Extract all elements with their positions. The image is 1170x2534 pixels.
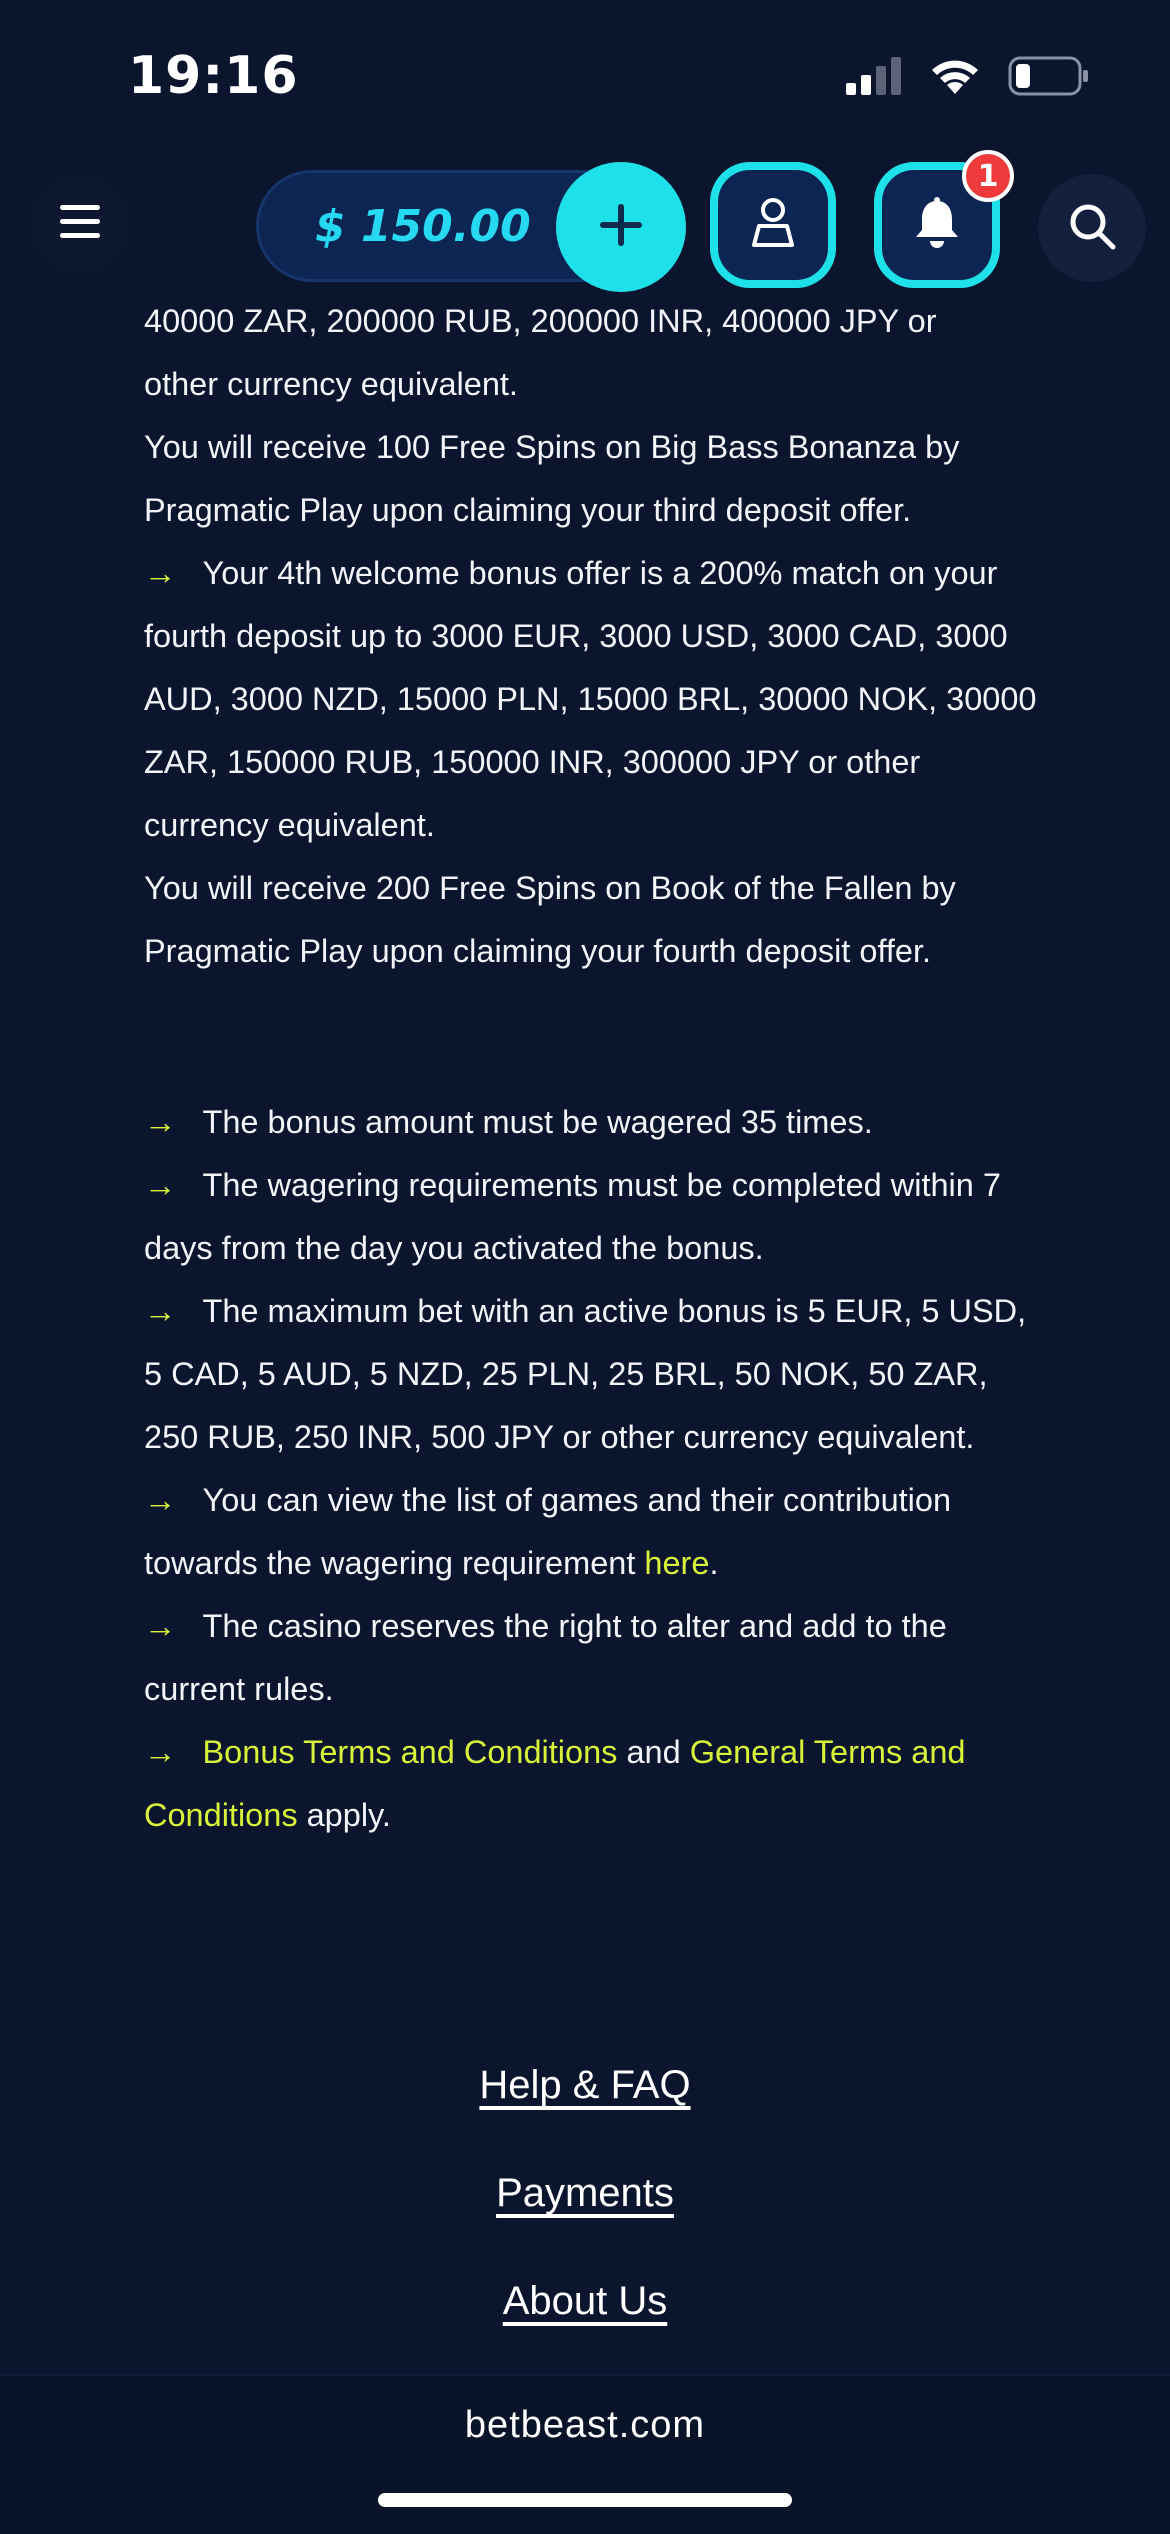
wifi-icon: [928, 56, 982, 101]
offer-3-currencies-line: 40000 ZAR, 200000 RUB, 200000 INR, 400000 JPY or: [144, 303, 937, 339]
bell-icon: [913, 197, 961, 254]
status-time: 19:16: [128, 46, 299, 106]
offer-4-text: Your 4th welcome bonus offer is a 200% match on your fourth deposit up to 3000 EUR, 3000 USD, 3000 CAD, 3000 AUD, 3000 NZD, 15000 PLN, 15000 BRL, 30000 NOK, 30000 ZAR, 150000 RUB, 150000 INR, 300000 JPY or other currency equivalent.: [144, 555, 1037, 843]
section-spacer: [144, 983, 1044, 1091]
notification-badge: 1: [962, 150, 1014, 202]
rule-bullet: [144, 1091, 1044, 1154]
arrow-icon: →: [144, 1482, 177, 1518]
bonus-terms-content: [144, 290, 1044, 1847]
plus-icon: [600, 204, 642, 251]
profile-button[interactable]: [710, 162, 836, 288]
site-name: betbeast.com: [464, 2404, 706, 2446]
games-contribution-link[interactable]: here: [644, 1545, 710, 1581]
arrow-icon: →: [144, 1608, 177, 1644]
rule-text: The casino reserves the right to alter and add to the current rules.: [144, 1608, 947, 1707]
app-header: [0, 150, 1170, 300]
rule-text-end: apply.: [297, 1797, 391, 1833]
status-bar: [0, 0, 1170, 150]
help-faq-link[interactable]: Help & FAQ: [479, 2063, 691, 2107]
arrow-icon: →: [144, 1293, 177, 1329]
rule-bullet: [144, 1721, 1044, 1847]
battery-icon: [1008, 56, 1090, 101]
deposit-button[interactable]: [556, 162, 686, 292]
rule-bullet: [144, 1469, 1044, 1595]
rule-text-end: .: [709, 1545, 719, 1581]
about-us-link[interactable]: About Us: [502, 2279, 668, 2323]
status-icons: [846, 56, 1090, 101]
footer-bottom-bar: [0, 2374, 1170, 2534]
general-terms-link[interactable]: General Terms and Conditions: [144, 1734, 966, 1833]
rule-bullet: [144, 1595, 1044, 1721]
offer-3-free-spins: You will receive 100 Free Spins on Big Bass Bonanza by Pragmatic Play upon claiming your third deposit offer.: [144, 429, 960, 528]
offer-4-bullet: [144, 542, 1044, 857]
arrow-icon: →: [144, 1104, 177, 1140]
balance-amount: $ 150.00: [315, 201, 531, 252]
arrow-icon: →: [144, 555, 177, 591]
rule-text: The bonus amount must be wagered 35 times.: [202, 1104, 873, 1140]
cellular-signal-icon: [846, 57, 902, 100]
home-indicator[interactable]: [378, 2493, 792, 2507]
hamburger-icon: [60, 205, 100, 244]
arrow-icon: →: [144, 1167, 177, 1203]
bonus-terms-link[interactable]: Bonus Terms and Conditions: [202, 1734, 618, 1770]
rule-text: and: [617, 1734, 690, 1770]
rule-bullet: [144, 1280, 1044, 1469]
rule-bullet: [144, 1154, 1044, 1280]
offer-4-free-spins: You will receive 200 Free Spins on Book of the Fallen by Pragmatic Play upon claiming your fourth deposit offer.: [144, 870, 956, 969]
footer-links: [0, 2055, 1170, 2379]
arrow-icon: →: [144, 1734, 177, 1770]
rule-text: You can view the list of games and their contribution towards the wagering requirement: [144, 1482, 952, 1581]
search-icon: [1067, 201, 1117, 256]
rule-text: The maximum bet with an active bonus is 5 EUR, 5 USD, 5 CAD, 5 AUD, 5 NZD, 25 PLN, 25 BRL, 50 NOK, 50 ZAR, 250 RUB, 250 INR, 500 JPY or other currency equivalent.: [144, 1293, 1027, 1455]
menu-button[interactable]: [30, 174, 130, 274]
payments-link[interactable]: Payments: [496, 2171, 674, 2215]
user-icon: [751, 198, 795, 253]
offer-3-currencies-line-end: other currency equivalent.: [144, 366, 518, 402]
rule-text: The wagering requirements must be completed within 7 days from the day you activated the bonus.: [144, 1167, 1001, 1266]
search-button[interactable]: [1038, 174, 1146, 282]
